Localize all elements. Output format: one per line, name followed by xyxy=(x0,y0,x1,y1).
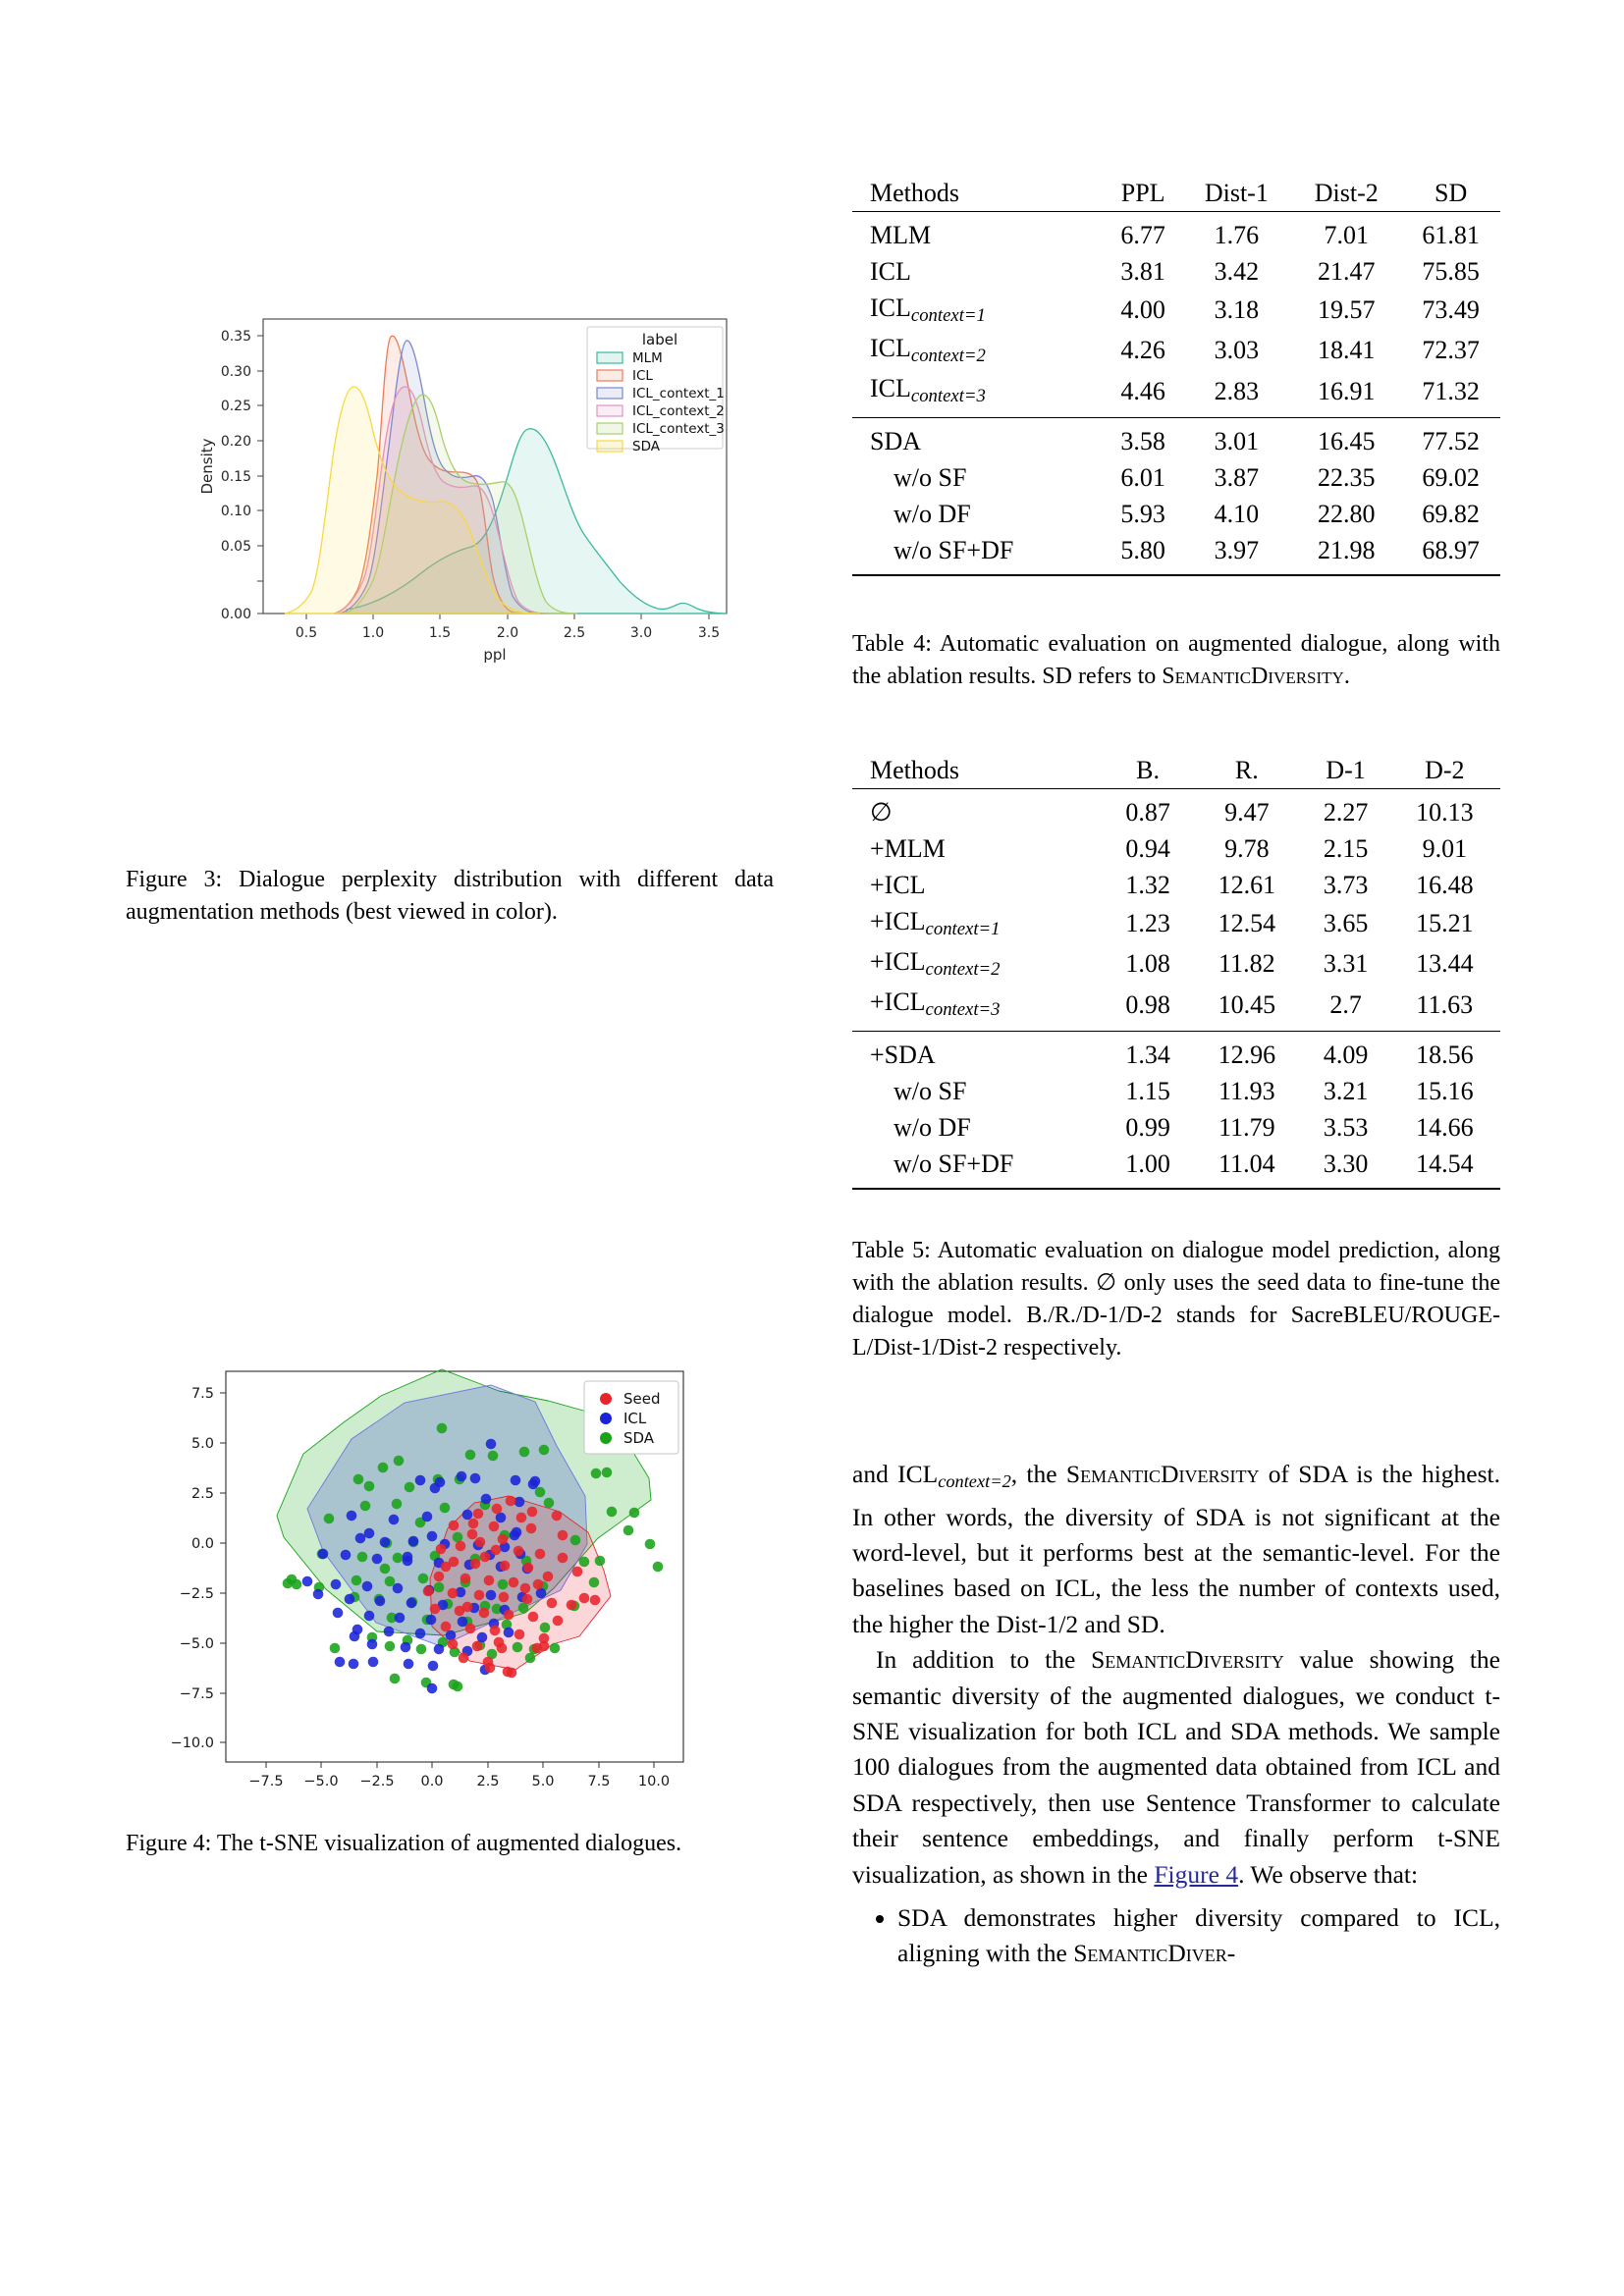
figure-3-caption: Figure 3: Dialogue perplexity distribution with different data augmentation methods (best viewed in color). xyxy=(126,867,774,925)
cell-dist1: 2.83 xyxy=(1214,376,1260,405)
svg-text:0.05: 0.05 xyxy=(220,539,251,555)
left-column xyxy=(126,0,774,2296)
cell-b: 1.23 xyxy=(1125,909,1170,938)
figure-3-x-axis xyxy=(296,614,720,664)
table-row xyxy=(852,291,1500,331)
cell-ppl: 4.26 xyxy=(1120,336,1165,365)
svg-text:5.0: 5.0 xyxy=(190,1436,214,1452)
cell-method: w/o DF xyxy=(893,1112,971,1142)
table-4 xyxy=(852,175,1500,576)
table-row xyxy=(852,371,1500,417)
para-1-subscript: context=2 xyxy=(938,1471,1011,1492)
legend-swatch-icl-context-1 xyxy=(597,388,623,399)
figure-4-x-axis xyxy=(248,1762,670,1789)
table-row xyxy=(852,459,1500,496)
cell-ppl: 6.01 xyxy=(1120,462,1165,492)
svg-text:0.0: 0.0 xyxy=(420,1774,444,1789)
svg-text:ppl: ppl xyxy=(483,646,507,664)
para-1-rest: of SDA is the highest. In other words, the diversity of SDA is not significant at the word-level, but it performs best at the semantic-level. For the baselines based on ICL, the less the number of contexts used, the higher the Dist-1/2 and SD. xyxy=(852,1460,1500,1638)
cell-sd: 73.49 xyxy=(1422,295,1480,325)
figure-4-y-axis xyxy=(171,1386,226,1751)
svg-text:10.0: 10.0 xyxy=(637,1774,671,1789)
right-column xyxy=(852,0,1500,2296)
cell-d1: 3.31 xyxy=(1323,949,1369,979)
observation-list xyxy=(852,1900,1500,1972)
svg-text:3.5: 3.5 xyxy=(697,625,721,641)
table-5 xyxy=(852,752,1500,1190)
legend-label-icl-context-3: ICL_context_3 xyxy=(632,421,725,437)
table-4-col-dist2: Dist-2 xyxy=(1314,178,1379,207)
table-row xyxy=(852,1031,1500,1073)
cell-method: ICL xyxy=(870,374,911,403)
para-2-smallcaps: SemanticDiversity xyxy=(1091,1645,1284,1675)
cell-sd: 61.81 xyxy=(1401,212,1500,254)
figure-3-density-plot xyxy=(177,290,766,859)
cell-b: 1.00 xyxy=(1105,1146,1191,1189)
paragraph-1 xyxy=(852,1457,1500,1642)
svg-text:2.0: 2.0 xyxy=(496,625,519,641)
cell-d1: 3.21 xyxy=(1323,1076,1369,1105)
cell-b: 1.15 xyxy=(1125,1076,1170,1105)
legend-swatch-icl-context-3 xyxy=(597,423,623,434)
para-1-mid: , the xyxy=(1010,1460,1066,1488)
cell-b: 0.94 xyxy=(1125,834,1170,863)
svg-text:0.10: 0.10 xyxy=(220,504,251,519)
cell-r: 11.79 xyxy=(1218,1112,1275,1142)
para-1-lead: and ICL xyxy=(852,1460,939,1488)
svg-text:−7.5: −7.5 xyxy=(179,1686,214,1702)
cell-sd: 69.02 xyxy=(1422,462,1480,492)
cell-method: w/o SF+DF xyxy=(893,1148,1014,1178)
cell-b: 0.99 xyxy=(1125,1112,1170,1142)
svg-text:0.25: 0.25 xyxy=(220,399,251,414)
cell-b: 1.32 xyxy=(1125,871,1170,899)
cell-ppl: 3.58 xyxy=(1105,417,1181,459)
cell-method-sub: context=1 xyxy=(910,305,986,327)
cell-d2: 15.16 xyxy=(1416,1076,1474,1105)
cell-d2: 16.48 xyxy=(1416,871,1474,899)
legend-label-icl-context-2: ICL_context_2 xyxy=(632,403,725,419)
legend-swatch-mlm xyxy=(597,352,623,363)
cell-ppl: 4.46 xyxy=(1120,376,1165,405)
table-4-caption xyxy=(852,628,1500,693)
cell-method: +MLM xyxy=(870,834,946,863)
paragraph-2 xyxy=(852,1642,1500,1893)
figure-4-legend xyxy=(584,1381,678,1454)
cell-ppl: 4.00 xyxy=(1120,295,1165,325)
table-5-col-r: R. xyxy=(1234,755,1259,784)
table-row xyxy=(852,904,1500,944)
legend-swatch-icl xyxy=(597,370,623,381)
cell-dist2: 21.47 xyxy=(1318,257,1376,286)
legend-dot-icl xyxy=(600,1413,612,1424)
svg-text:−5.0: −5.0 xyxy=(303,1774,339,1789)
cell-dist1: 3.97 xyxy=(1181,532,1291,575)
cell-sd: 71.32 xyxy=(1422,376,1480,405)
cell-r: 10.45 xyxy=(1218,989,1276,1019)
cell-dist2: 19.57 xyxy=(1318,295,1376,325)
cell-d2: 11.63 xyxy=(1416,989,1474,1019)
legend-label-icl-context-1: ICL_context_1 xyxy=(632,386,725,401)
table-4-header-row xyxy=(852,175,1500,212)
svg-text:2.5: 2.5 xyxy=(476,1774,500,1789)
cell-d2: 10.13 xyxy=(1389,789,1500,831)
svg-text:−7.5: −7.5 xyxy=(248,1774,284,1789)
cell-method: w/o SF xyxy=(893,1076,967,1105)
legend-label-icl: ICL xyxy=(632,368,653,384)
cell-method: +ICL xyxy=(870,947,926,977)
table-row xyxy=(852,212,1500,254)
svg-text:3.0: 3.0 xyxy=(629,625,653,641)
table-row xyxy=(852,532,1500,575)
cell-method: +ICL xyxy=(870,871,926,899)
cell-dist2: 18.41 xyxy=(1318,336,1376,365)
svg-text:−10.0: −10.0 xyxy=(170,1735,214,1751)
cell-dist1: 3.87 xyxy=(1214,462,1260,492)
svg-text:7.5: 7.5 xyxy=(587,1774,611,1789)
legend-dot-seed xyxy=(600,1393,612,1405)
table-5-col-d1: D-1 xyxy=(1326,755,1366,784)
cell-dist2: 22.35 xyxy=(1318,462,1376,492)
table-5-grid xyxy=(852,752,1500,1190)
table-row xyxy=(852,254,1500,291)
table-5-col-methods: Methods xyxy=(870,755,959,784)
cell-method: +ICL xyxy=(870,988,926,1017)
list-item xyxy=(897,1900,1500,1972)
cell-dist2: 21.98 xyxy=(1291,532,1401,575)
figure-4-reference-link[interactable]: Figure 4 xyxy=(1154,1859,1239,1889)
cell-d2: 9.01 xyxy=(1422,834,1468,863)
table-4-grid xyxy=(852,175,1500,576)
table-4-col-ppl: PPL xyxy=(1120,178,1165,207)
cell-dist1: 3.42 xyxy=(1214,257,1260,286)
cell-method-sub: context=3 xyxy=(925,999,1001,1021)
cell-sd: 72.37 xyxy=(1422,336,1480,365)
figure-4-svg xyxy=(155,1360,764,1821)
cell-d1: 3.53 xyxy=(1323,1112,1369,1142)
cell-method: w/o DF xyxy=(893,499,971,528)
cell-dist1: 3.18 xyxy=(1214,295,1260,325)
figure-3-y-axis xyxy=(198,329,263,622)
svg-text:0.20: 0.20 xyxy=(220,434,251,450)
cell-r: 11.82 xyxy=(1218,949,1275,979)
table-4-caption-prefix: Table 4: Automatic evaluation on augmented dialogue, along with the ablation results. SD refers to xyxy=(852,631,1500,689)
cell-d2: 14.54 xyxy=(1389,1146,1500,1189)
cell-ppl: 6.77 xyxy=(1105,212,1181,254)
svg-text:0.35: 0.35 xyxy=(220,329,251,345)
body-text-block xyxy=(852,1457,1500,1972)
svg-text:−2.5: −2.5 xyxy=(179,1586,214,1602)
cell-sd: 75.85 xyxy=(1422,257,1480,286)
cell-dist2: 7.01 xyxy=(1291,212,1401,254)
legend-swatch-sda xyxy=(597,441,623,452)
cell-method: +ICL xyxy=(870,907,926,935)
svg-text:2.5: 2.5 xyxy=(563,625,586,641)
cell-dist1: 3.03 xyxy=(1214,336,1260,365)
table-row xyxy=(852,868,1500,904)
svg-text:2.5: 2.5 xyxy=(190,1486,214,1502)
table-row xyxy=(852,831,1500,868)
cell-ppl: 5.93 xyxy=(1120,499,1165,528)
cell-method-sub: context=2 xyxy=(925,959,1001,981)
cell-b: 1.34 xyxy=(1105,1031,1191,1073)
svg-text:0.00: 0.00 xyxy=(220,607,251,622)
cell-dist2: 16.91 xyxy=(1318,376,1376,405)
cell-d2: 13.44 xyxy=(1416,949,1474,979)
cell-r: 9.47 xyxy=(1191,789,1302,831)
svg-text:5.0: 5.0 xyxy=(531,1774,555,1789)
cell-dist1: 4.10 xyxy=(1214,499,1260,528)
cell-method-sub: context=1 xyxy=(925,919,1001,940)
cell-b: 0.98 xyxy=(1125,989,1170,1019)
cell-d1: 3.65 xyxy=(1323,909,1369,938)
table-row xyxy=(852,331,1500,371)
cell-d1: 3.73 xyxy=(1323,871,1369,899)
svg-text:−5.0: −5.0 xyxy=(179,1636,214,1652)
legend-label-seed: Seed xyxy=(623,1390,661,1408)
cell-method: ICL xyxy=(870,257,911,286)
cell-dist1: 3.01 xyxy=(1181,417,1291,459)
cell-method-sub: context=2 xyxy=(910,346,986,367)
svg-text:1.0: 1.0 xyxy=(361,625,385,641)
cell-dist2: 22.80 xyxy=(1318,499,1376,528)
table-4-col-methods: Methods xyxy=(870,178,959,207)
table-row xyxy=(852,985,1500,1031)
legend-label-icl-f4: ICL xyxy=(623,1410,647,1427)
svg-text:1.5: 1.5 xyxy=(428,625,452,641)
legend-swatch-icl-context-2 xyxy=(597,405,623,416)
para-2-mid: value showing the semantic diversity of the augmented dialogues, we conduct t-SNE visualization for both ICL and SDA methods. We sample 100 dialogues from the augmented data obtained from ICL and SDA respectively, then use Sentence Transformer to calculate their sentence embeddings, and finally perform t-SNE visualization, as shown in the xyxy=(852,1645,1500,1889)
cell-method: ∅ xyxy=(870,798,893,827)
table-4-col-dist1: Dist-1 xyxy=(1204,178,1269,207)
cell-r: 12.54 xyxy=(1218,909,1276,938)
table-5-col-b: B. xyxy=(1136,755,1160,784)
cell-ppl: 3.81 xyxy=(1120,257,1165,286)
table-row xyxy=(852,789,1500,831)
cell-b: 1.08 xyxy=(1125,949,1170,979)
table-4-caption-smallcaps: SemanticDiversity xyxy=(1162,664,1344,689)
cell-method: w/o SF+DF xyxy=(893,535,1014,564)
legend-label-sda: SDA xyxy=(632,439,660,454)
cell-d1: 3.30 xyxy=(1303,1146,1389,1189)
table-5-header-row xyxy=(852,752,1500,789)
cell-dist1: 1.76 xyxy=(1181,212,1291,254)
table-5-col-d2: D-2 xyxy=(1425,755,1465,784)
cell-d2: 15.21 xyxy=(1416,909,1474,938)
svg-text:−2.5: −2.5 xyxy=(359,1774,395,1789)
para-2-rest: . We observe that: xyxy=(1238,1859,1419,1889)
cell-method: SDA xyxy=(870,426,922,455)
cell-method: w/o SF xyxy=(893,462,967,492)
cell-dist2: 16.45 xyxy=(1291,417,1401,459)
cell-sd: 69.82 xyxy=(1422,499,1480,528)
para-1-smallcaps: SemanticDiversity xyxy=(1065,1460,1260,1488)
svg-text:0.5: 0.5 xyxy=(295,625,318,641)
bullet-1-lead: SDA demonstrates higher diversity compared to ICL, aligning with the xyxy=(897,1903,1500,1968)
figure-4-caption: Figure 4: The t-SNE visualization of augmented dialogues. xyxy=(126,1831,682,1856)
figure-4-tsne-plot xyxy=(155,1360,764,1821)
cell-method: MLM xyxy=(870,221,932,249)
table-row xyxy=(852,1073,1500,1109)
table-row xyxy=(852,496,1500,532)
svg-text:0.15: 0.15 xyxy=(220,469,251,485)
cell-r: 9.78 xyxy=(1224,834,1270,863)
svg-text:0.0: 0.0 xyxy=(190,1536,214,1552)
cell-method: +SDA xyxy=(870,1040,936,1069)
cell-ppl: 5.80 xyxy=(1105,532,1181,575)
cell-r: 11.93 xyxy=(1218,1076,1275,1105)
cell-r: 12.61 xyxy=(1218,871,1276,899)
figure-3-svg xyxy=(177,290,766,859)
svg-text:0.30: 0.30 xyxy=(220,364,251,380)
cell-d1: 2.15 xyxy=(1323,834,1369,863)
table-4-col-sd: SD xyxy=(1434,178,1468,207)
legend-label-mlm: MLM xyxy=(632,350,663,366)
cell-method: ICL xyxy=(870,294,911,322)
cell-d2: 14.66 xyxy=(1416,1112,1474,1142)
cell-r: 11.04 xyxy=(1191,1146,1302,1189)
cell-d2: 18.56 xyxy=(1389,1031,1500,1073)
cell-b: 0.87 xyxy=(1105,789,1191,831)
cell-method: ICL xyxy=(870,334,911,363)
cell-d1: 4.09 xyxy=(1303,1031,1389,1073)
table-5-caption: Table 5: Automatic evaluation on dialogue model prediction, along with the ablation results. ∅ only uses the seed data to fine-tune the dialogue model. B./R./D-1/D-2 stands for SacreBLEU/ROUGE-L/Dist-1/Dist-2 respectively. xyxy=(852,1238,1500,1361)
cell-sd: 77.52 xyxy=(1401,417,1500,459)
figure-3-legend-title: label xyxy=(641,331,678,348)
table-row xyxy=(852,944,1500,985)
cell-d1: 2.7 xyxy=(1329,989,1362,1019)
cell-d1: 2.27 xyxy=(1303,789,1389,831)
legend-label-sda-f4: SDA xyxy=(623,1429,655,1447)
svg-text:Density: Density xyxy=(198,438,216,495)
svg-text:7.5: 7.5 xyxy=(190,1386,214,1402)
table-row xyxy=(852,1146,1500,1189)
table-row xyxy=(852,1109,1500,1146)
bullet-1-smallcaps: SemanticDiver- xyxy=(1073,1939,1236,1968)
cell-r: 12.96 xyxy=(1191,1031,1302,1073)
para-2-lead: In addition to the xyxy=(876,1645,1092,1675)
cell-sd: 68.97 xyxy=(1401,532,1500,575)
figure-3-legend xyxy=(587,327,725,454)
table-row xyxy=(852,417,1500,459)
table-4-caption-suffix: . xyxy=(1343,664,1350,689)
cell-method-sub: context=3 xyxy=(910,386,986,407)
legend-dot-sda xyxy=(600,1432,612,1444)
